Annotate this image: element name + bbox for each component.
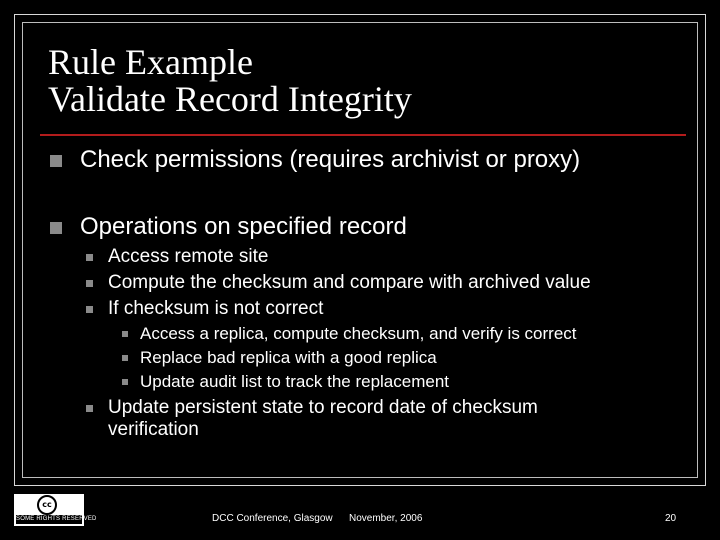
bullet-text: Update audit list to track the replacement <box>140 372 449 391</box>
sub-bullet-access-remote-site <box>86 246 269 268</box>
creative-commons-logo[interactable] <box>14 494 97 526</box>
square-bullet-icon <box>50 155 62 167</box>
square-bullet-icon <box>122 331 128 337</box>
bullet-text-line-1: Update persistent state to record date of checksum <box>108 397 538 418</box>
sub-bullet-compute-checksum <box>86 272 591 294</box>
footer-conference: DCC Conference, Glasgow <box>212 513 333 524</box>
bullet-text-line-2: verification <box>108 419 199 440</box>
bullet-text: Access a replica, compute checksum, and verify is correct <box>140 324 577 343</box>
sub-bullet-if-checksum-not-correct <box>86 298 323 320</box>
square-bullet-icon <box>122 355 128 361</box>
square-bullet-icon <box>86 280 93 287</box>
bullet-text-block <box>108 397 538 441</box>
bullet-text: Operations on specified record <box>80 213 407 240</box>
slide-title-line-1: Rule Example <box>48 42 253 82</box>
square-bullet-icon <box>122 379 128 385</box>
footer-date: November, 2006 <box>349 513 423 524</box>
bullet-item-check-permissions <box>50 146 580 174</box>
square-bullet-icon <box>86 254 93 261</box>
sub-bullet-update-persistent-state <box>86 397 538 441</box>
footer-page-number: 20 <box>665 513 677 524</box>
square-bullet-icon <box>86 306 93 313</box>
sub-sub-bullet-replace-replica <box>122 346 437 370</box>
bullet-text: Replace bad replica with a good replica <box>140 348 437 367</box>
cc-symbol-icon: cc <box>37 495 57 515</box>
square-bullet-icon <box>86 405 93 412</box>
square-bullet-icon <box>50 222 62 234</box>
bullet-text: If checksum is not correct <box>108 298 324 319</box>
cc-caption: SOME RIGHTS RESERVED <box>16 516 97 522</box>
bullet-text: Access remote site <box>108 246 269 267</box>
bullet-text: Compute the checksum and compare with archived value <box>108 272 591 293</box>
sub-sub-bullet-update-audit-list <box>122 370 449 394</box>
bullet-item-operations <box>50 213 407 241</box>
sub-sub-bullet-access-replica <box>122 322 577 346</box>
bullet-text: Check permissions (requires archivist or proxy) <box>80 146 581 173</box>
slide-title-line-2: Validate Record Integrity <box>48 79 412 119</box>
